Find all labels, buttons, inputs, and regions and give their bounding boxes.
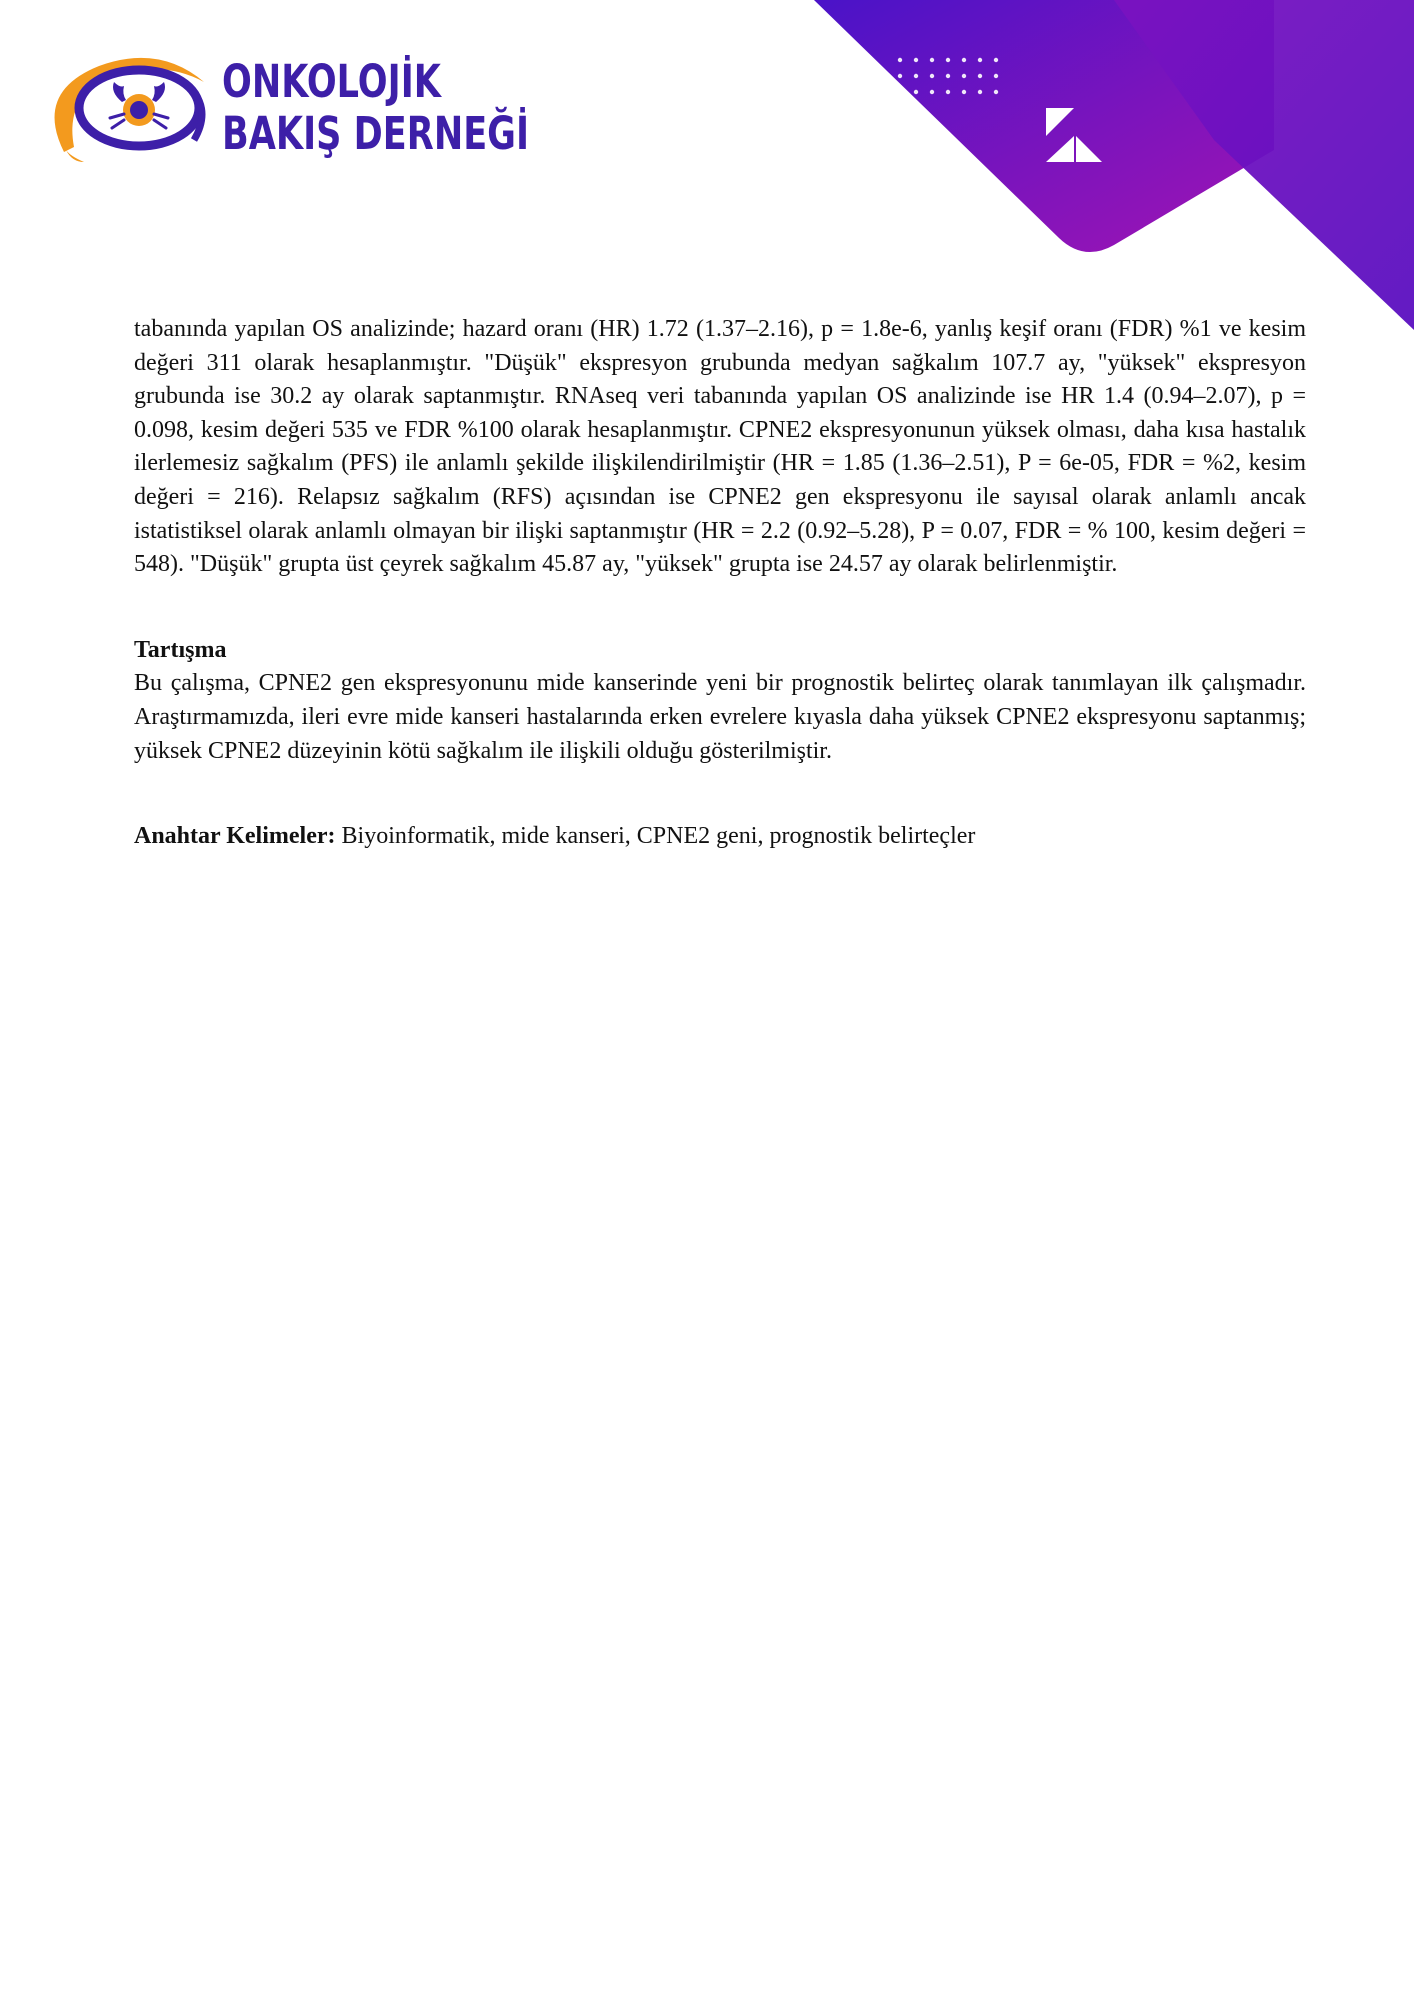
brand-line-1: ONKOLOJİK: [222, 55, 441, 108]
crab-icon: [44, 52, 234, 162]
brand-line-2: BAKIŞ DERNEĞİ: [222, 107, 530, 160]
keywords-label: Anahtar Kelimeler:: [134, 823, 336, 850]
discussion-paragraph: Bu çalışma, CPNE2 gen ekspresyonunu mide kanserinde yeni bir prognostik belirteç olarak tanımlayan ilk çalışmadır. Araştırmamızda, ileri evre mide kanseri hastalarında erken evrelere kıyasla daha yüksek CPNE2 ekspresyonu saptanmış; yüksek CPNE2 düzeyinin kötü sağkalım ile ilişkili olduğu gösterilmiştir.: [134, 670, 1306, 764]
discussion-heading: Tartışma: [134, 636, 227, 663]
discussion-section: [134, 634, 1306, 768]
keywords-text: Biyoinformatik, mide kanseri, CPNE2 geni, prognostik belirteçler: [335, 823, 976, 850]
brand-name: [222, 56, 529, 160]
header-decoration: [814, 0, 1414, 340]
keywords-line: [134, 820, 1306, 854]
results-paragraph: tabanında yapılan OS analizinde; hazard oranı (HR) 1.72 (1.37–2.16), p = 1.8e-6, yanlış keşif oranı (FDR) %1 ve kesim değeri 311 olarak hesaplanmıştır. "Düşük" ekspresyon grubunda medyan sağkalım 107.7 ay, "yüksek" ekspresyon grubunda ise 30.2 ay olarak saptanmıştır. RNAseq veri tabanında yapılan OS analizinde ise HR 1.4 (0.94–2.07), p = 0.098, kesim değeri 535 ve FDR %100 olarak hesaplanmıştır. CPNE2 ekspresyonunun yüksek olması, daha kısa hastalık ilerlemesiz sağkalım (PFS) ile anlamlı şekilde ilişkilendirilmiştir (HR = 1.85 (1.36–2.51), P = 6e-05, FDR = %2, kesim değeri = 216). Relapsız sağkalım (RFS) açısından ise CPNE2 gen ekspresyonu ile sayısal olarak anlamlı ancak istatistiksel olarak anlamlı olmayan bir ilişki saptanmıştır (HR = 2.2 (0.92–5.28), P = 0.07, FDR = % 100, kesim değeri = 548). "Düşük" grupta üst çeyrek sağkalım 45.87 ay, "yüksek" grupta ise 24.57 ay olarak belirlenmiştir.: [134, 316, 1306, 578]
document-body: [134, 313, 1306, 854]
